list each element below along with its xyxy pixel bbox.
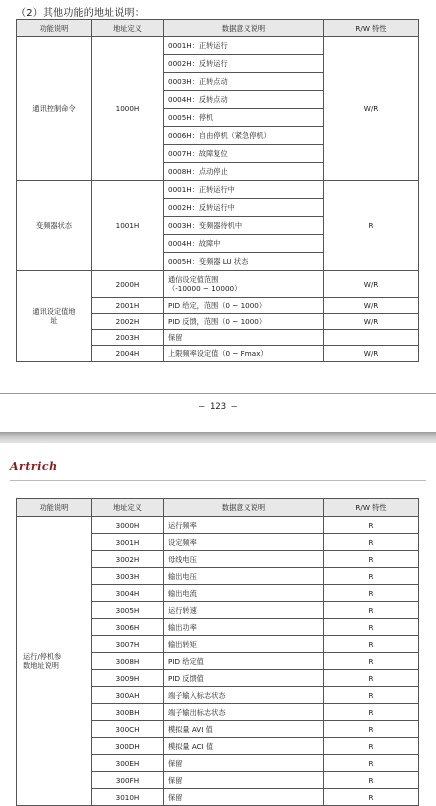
group4-rw: R [324,585,419,602]
group4-address: 300DH [92,738,164,755]
group3-desc [164,271,324,298]
group4-rw: R [324,721,419,738]
group4-rw: R [324,534,419,551]
group4-desc: 输出功率 [164,619,324,636]
group3-rw [324,330,419,346]
header-meaning: 数据意义说明 [164,20,324,37]
group4-address: 300AH [92,687,164,704]
group4-desc: 保留 [164,789,324,806]
group4-rw: R [324,602,419,619]
group1-item: 0008H：点动停止 [164,163,324,181]
group4-desc: 设定频率 [164,534,324,551]
group4-rw: R [324,755,419,772]
header-address: 地址定义 [92,20,164,37]
group4-address: 3007H [92,636,164,653]
group3-function [17,271,92,362]
group4-address: 300FH [92,772,164,789]
page-number: — 123 — [199,402,237,412]
group4-rw: R [324,670,419,687]
header-rw: R/W 特性 [324,20,419,37]
group1-item: 0004H：反转点动 [164,91,324,109]
header-rule [10,480,426,481]
group2-item: 0002H：反转运行中 [164,199,324,217]
group1-item: 0007H：故障复位 [164,145,324,163]
group4-desc: 端子输入标志状态 [164,687,324,704]
group4-function-line1: 运行/停机参 [23,652,62,661]
group1-item: 0003H：正转点动 [164,73,324,91]
group4-desc: 保留 [164,772,324,789]
group4-address: 3001H [92,534,164,551]
group4-rw: R [324,653,419,670]
header-rw: R/W 特性 [324,499,419,517]
group3-desc-line2: （-10000 ~ 10000） [168,284,242,293]
group4-desc: 输出转矩 [164,636,324,653]
group4-address: 3003H [92,568,164,585]
group4-desc: 母线电压 [164,551,324,568]
group4-rw: R [324,619,419,636]
group4-rw: R [324,789,419,806]
group4-address: 300BH [92,704,164,721]
group1-address: 1000H [92,37,164,181]
group3-desc: 上限频率设定值（0 ~ Fmax） [164,346,324,362]
group3-desc: 保留 [164,330,324,346]
group4-desc: 运行转速 [164,602,324,619]
group1-function: 通讯控制命令 [17,37,92,181]
group4-desc: 运行频率 [164,517,324,534]
address-table-2 [16,498,419,806]
group4-function [17,517,92,806]
group3-rw: W/R [324,314,419,330]
group1-rw: W/R [324,37,419,181]
group2-item: 0001H：正转运行中 [164,181,324,199]
group4-desc: 保留 [164,755,324,772]
header-address: 地址定义 [92,499,164,517]
group3-address: 2003H [92,330,164,346]
group4-desc: 端子输出标志状态 [164,704,324,721]
group2-item: 0003H：变频器待机中 [164,217,324,235]
group4-rw: R [324,517,419,534]
group4-rw: R [324,568,419,585]
group4-address: 3005H [92,602,164,619]
group4-address: 300CH [92,721,164,738]
group4-desc: PID 给定值 [164,653,324,670]
group3-address: 2001H [92,298,164,314]
group3-function-line1: 通讯设定值地 [32,307,76,316]
group4-address: 3002H [92,551,164,568]
header-meaning: 数据意义说明 [164,499,324,517]
group3-address: 2004H [92,346,164,362]
group3-function-line2: 址 [50,316,58,325]
group2-address: 1001H [92,181,164,271]
group4-address: 300EH [92,755,164,772]
group1-item: 0001H：正转运行 [164,37,324,55]
address-table-1 [16,19,419,362]
group2-item: 0004H：故障中 [164,235,324,253]
group4-rw: R [324,636,419,653]
group3-rw: W/R [324,346,419,362]
page-gap [0,432,436,443]
group4-address: 3009H [92,670,164,687]
group3-address: 2002H [92,314,164,330]
page-divider [0,393,436,394]
group4-desc: 输出电流 [164,585,324,602]
group3-desc-line1: 通信设定值范围 [168,275,219,284]
group4-desc: 模拟量 ACI 值 [164,738,324,755]
group1-item: 0006H：自由停机（紧急停机） [164,127,324,145]
group4-address: 3006H [92,619,164,636]
group4-desc: PID 反馈值 [164,670,324,687]
group2-function: 变频器状态 [17,181,92,271]
group2-item: 0005H：变频器 LU 状态 [164,253,324,271]
group4-desc: 输出电压 [164,568,324,585]
group4-rw: R [324,687,419,704]
header-function: 功能说明 [17,20,92,37]
group2-rw: R [324,181,419,271]
group4-rw: R [324,704,419,721]
header-function: 功能说明 [17,499,92,517]
group1-item: 0005H：停机 [164,109,324,127]
group4-address: 3004H [92,585,164,602]
group4-address: 3010H [92,789,164,806]
group3-desc: PID 反馈，范围（0 ~ 1000） [164,314,324,330]
group4-rw: R [324,551,419,568]
group4-function-line2: 数地址说明 [23,661,59,670]
group4-rw: R [324,772,419,789]
group3-rw: W/R [324,271,419,298]
group1-item: 0002H：反转运行 [164,55,324,73]
group4-address: 3000H [92,517,164,534]
brand-logo: Artrich [10,460,58,473]
group4-rw: R [324,738,419,755]
group3-desc: PID 给定，范围（0 ~ 1000） [164,298,324,314]
group3-address: 2000H [92,271,164,298]
section-title: （2）其他功能的地址说明： [16,8,145,19]
group4-desc: 模拟量 AVI 值 [164,721,324,738]
group4-address: 3008H [92,653,164,670]
group3-rw: W/R [324,298,419,314]
